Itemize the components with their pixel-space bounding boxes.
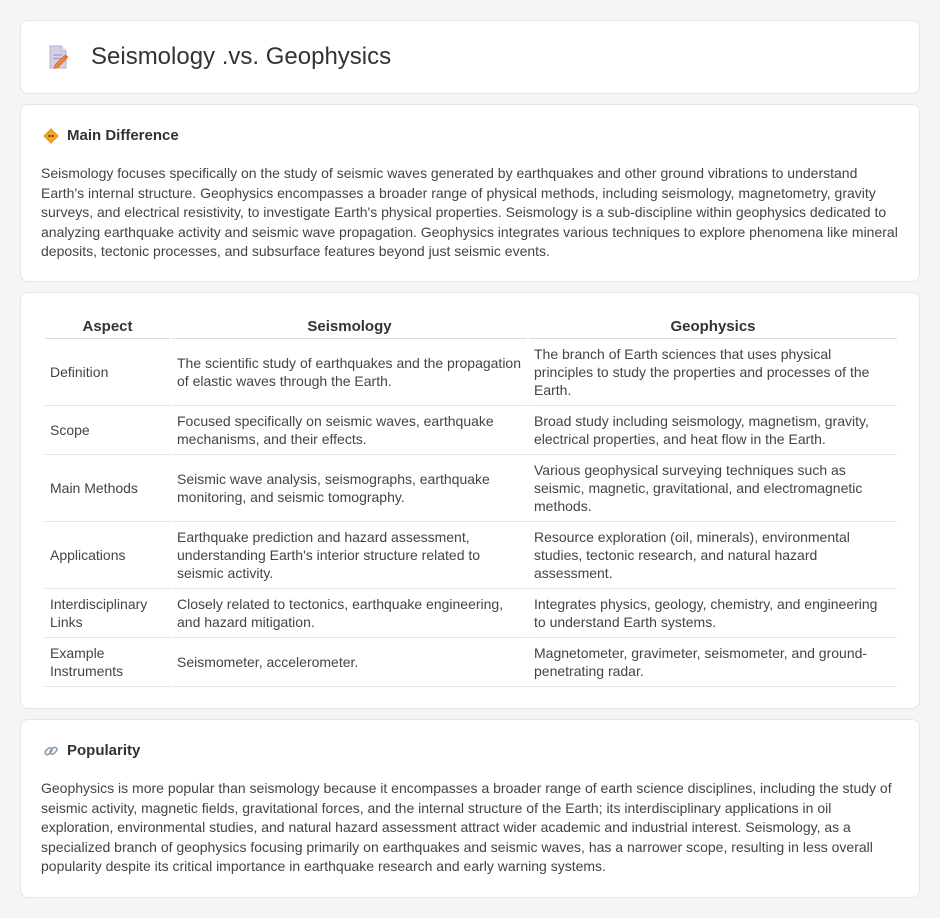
header-seismology: Seismology [172,313,527,339]
table-row [45,455,897,522]
row-geophysics: Integrates physics, geology, chemistry, and engineering to understand Earth systems. [529,589,897,638]
row-geophysics: Resource exploration (oil, minerals), environmental studies, tectonic research, and natural hazard assessment. [529,522,897,589]
row-aspect: Applications [45,522,170,589]
document-edit-icon [45,44,71,70]
main-difference-title: Main Difference [67,127,179,144]
link-icon [43,743,59,759]
row-aspect: Example Instruments [45,638,170,687]
table-row [45,589,897,638]
row-geophysics: Broad study including seismology, magnetism, gravity, electrical properties, and heat flow in the Earth. [529,406,897,455]
row-aspect: Interdisciplinary Links [45,589,170,638]
row-seismology: Seismometer, accelerometer. [172,638,527,687]
popularity-text: Geophysics is more popular than seismology because it encompasses a broader range of earth science disciplines, including the study of seismic activity, magnetic fields, gravitational forces, and the internal structure of the Earth; its interdisciplinary applications in oil exploration, environmental studies, and natural hazard assessment attract wider academic and industrial interest. Seismology, as a specialized branch of geophysics focusing primarily on earthquakes and seismic waves, has a narrower scope, resulting in less overall popularity despite its critical importance in earthquake research and early warning systems. [41,780,892,874]
popularity-section [20,719,920,898]
row-seismology: Focused specifically on seismic waves, earthquake mechanisms, and their effects. [172,406,527,455]
page-title: Seismology .vs. Geophysics [91,43,392,70]
comparison-table [43,313,899,687]
row-seismology: Earthquake prediction and hazard assessment, understanding Earth's interior structure related to seismic activity. [172,522,527,589]
table-row [45,339,897,406]
table-header-row [45,313,897,339]
row-geophysics: Magnetometer, gravimeter, seismometer, and ground-penetrating radar. [529,638,897,687]
row-seismology: The scientific study of earthquakes and the propagation of elastic waves through the Earth. [172,339,527,406]
header-geophysics: Geophysics [529,313,897,339]
row-aspect: Definition [45,339,170,406]
row-seismology: Seismic wave analysis, seismographs, earthquake monitoring, and seismic tomography. [172,455,527,522]
title-card [20,20,920,94]
row-geophysics: Various geophysical surveying techniques such as seismic, magnetic, gravitational, and electromagnetic methods. [529,455,897,522]
warning-sign-icon [43,128,59,144]
row-aspect: Scope [45,406,170,455]
header-aspect: Aspect [45,313,170,339]
main-difference-text: Seismology focuses specifically on the study of seismic waves generated by earthquakes and other ground vibrations to understand Earth's internal structure. Geophysics encompasses a broader range of physical methods, including seismology, magnetometry, gravity surveys, and electrical resistivity, to investigate Earth's physical properties. Seismology is a sub-discipline within geophysics dedicated to analyzing earthquake activity and seismic wave propagation. Geophysics integrates various techniques to explore phenomena like mineral deposits, tectonic processes, and subsurface features beyond just seismic events. [41,165,898,259]
row-geophysics: The branch of Earth sciences that uses physical principles to study the properties and processes of the Earth. [529,339,897,406]
popularity-title: Popularity [67,742,141,759]
main-difference-section [20,104,920,282]
row-aspect: Main Methods [45,455,170,522]
table-row [45,638,897,687]
comparison-section [20,292,920,709]
table-row [45,522,897,589]
table-row [45,406,897,455]
row-seismology: Closely related to tectonics, earthquake engineering, and hazard mitigation. [172,589,527,638]
